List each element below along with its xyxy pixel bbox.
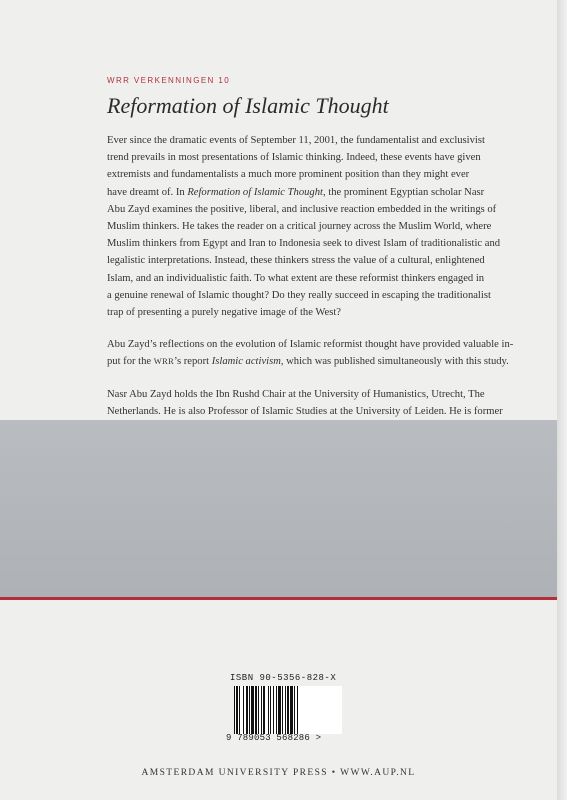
text-line	[107, 353, 517, 370]
barcode-number: 9 789053 568286	[226, 733, 311, 743]
barcode	[234, 686, 342, 734]
text-line: Nasr Abu Zayd holds the Ibn Rushd Chair at the University of Humanistics, Utrecht, The	[107, 388, 485, 400]
text-line: Abu Zayd’s reflections on the evolution of Islamic reformist thought have provided valuable in-	[107, 339, 514, 351]
text-line: extremists and fundamentalists a much more prominent position than they might ever	[107, 169, 470, 181]
text-line: Islam, and an individualistic faith. To what extent are these reformist thinkers engaged in	[107, 272, 485, 284]
blurb-paragraph-2	[107, 336, 517, 370]
grey-band	[0, 420, 557, 597]
isbn-label: ISBN 90-5356-828-X	[230, 673, 337, 683]
wrr-abbreviation: WRR	[153, 356, 175, 367]
text-line	[107, 184, 517, 201]
text-line: trend prevails in most presentations of Islamic thinking. Indeed, these events have given	[107, 152, 481, 164]
text-run: , which was published simultaneously with this study.	[280, 356, 509, 368]
blurb-paragraph-1	[107, 132, 517, 321]
text-run: ’s report	[174, 356, 212, 368]
barcode-digits	[226, 733, 321, 743]
text-line: a genuine renewal of Islamic thought? Do they really succeed in escaping the traditionalist	[107, 289, 491, 301]
red-rule	[0, 597, 557, 600]
italic-report-title: Islamic activism	[211, 356, 281, 368]
text-line: Muslim thinkers from Egypt and Iran to Indonesia seek to divest Islam of traditionalistic and	[107, 238, 501, 250]
barcode-bar	[298, 686, 299, 734]
text-run: put for the	[107, 356, 154, 368]
text-line: legalistic interpretations. Instead, these thinkers stress the value of a cultural, enlightened	[107, 255, 485, 267]
text-line: Netherlands. He is also Professor of Islamic Studies at the University of Leiden. He is former	[107, 405, 503, 417]
text-line: Muslim thinkers. He takes the reader on a critical journey across the Muslim World, where	[107, 221, 492, 233]
barcode-arrow: >	[315, 733, 322, 743]
text-run: have dreamt of. In	[107, 186, 188, 198]
italic-title-ref: Reformation of Islamic Thought	[187, 186, 323, 198]
text-run: , the prominent Egyptian scholar Nasr	[322, 186, 485, 198]
series-label: WRR VERKENNINGEN 10	[107, 76, 231, 85]
text-line: Abu Zayd examines the positive, liberal, and inclusive reaction embedded in the writings of	[107, 203, 497, 215]
text-line: trap of presenting a purely negative image of the West?	[107, 307, 341, 319]
publisher-line: AMSTERDAM UNIVERSITY PRESS • WWW.AUP.NL	[141, 768, 416, 778]
page-edge	[557, 0, 567, 800]
text-line: Ever since the dramatic events of September 11, 2001, the fundamentalist and exclusivist	[107, 135, 485, 146]
book-title: Reformation of Islamic Thought	[107, 93, 389, 118]
